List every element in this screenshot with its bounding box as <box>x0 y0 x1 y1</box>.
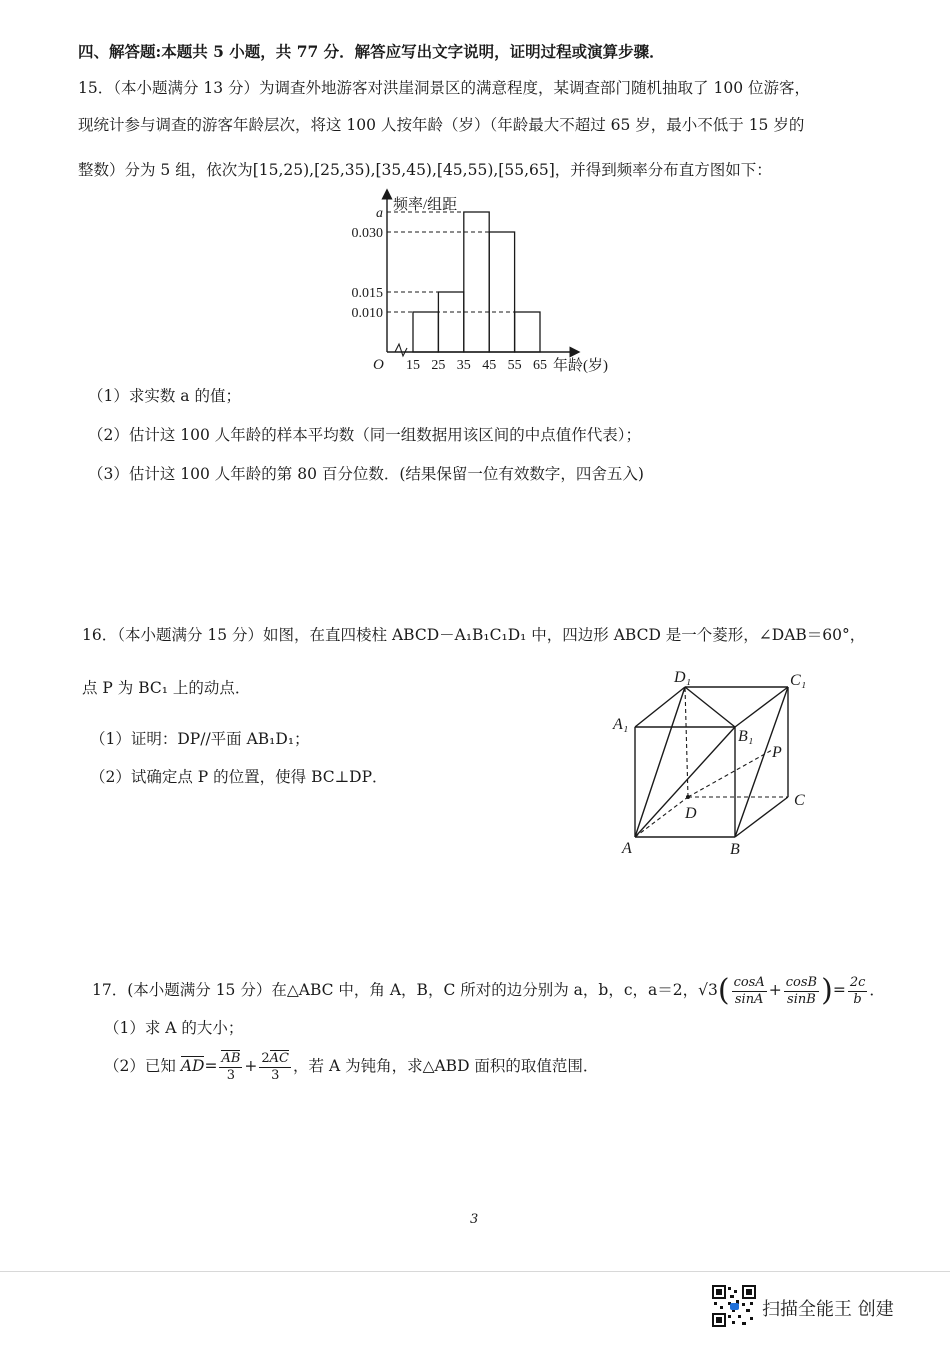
q15-line2: 现统计参与调查的游客年龄层次，将这 100 人按年龄（岁）（年龄最大不超过 65 岁，最小不低于 15 岁的 <box>78 116 805 134</box>
segment-B1D1 <box>685 687 735 727</box>
point-D-dot <box>686 795 690 799</box>
edge-A1D1 <box>635 687 685 727</box>
edge-BC <box>735 797 788 837</box>
paren-close: ) <box>821 973 833 1008</box>
x-tick-label-45: 45 <box>482 358 497 373</box>
label-C: C <box>794 792 805 809</box>
footer-divider <box>0 1271 950 1272</box>
q17-equals: = <box>832 981 846 999</box>
qr-code-icon <box>712 1285 756 1327</box>
q17-part2 <box>104 1046 598 1090</box>
prism-figure <box>610 665 820 860</box>
histogram-bar-2 <box>438 292 463 352</box>
q16-line1: 16．（本小题满分 15 分）如图，在直四棱柱 ABCD－A₁B₁C₁D₁ 中，四边形 ABCD 是一个菱形，∠DAB＝60°， <box>82 626 866 644</box>
y-axis-label: 频率/组距 <box>393 197 458 213</box>
section-heading: 四、解答题:本题共 5 小题，共 77 分．解答应写出文字说明，证明过程或演算步骤． <box>78 42 665 61</box>
q17-plus: + <box>768 981 782 999</box>
q15-part3: （3）估计这 100 人年龄的第 80 百分位数．(结果保留一位有效数字，四舍五入) <box>88 465 644 483</box>
label-B1: B₁ <box>738 728 754 745</box>
label-A: A <box>622 840 632 857</box>
q17-part2-eq: = <box>204 1057 218 1075</box>
edge-AD-hidden <box>635 797 688 837</box>
q17-prefix: 17．(本小题满分 15 分）在△ABC 中，角 A，B，C 所对的边分别为 a，b，c，a＝2， <box>92 981 699 999</box>
q17-sqrt3: √3 <box>698 981 718 999</box>
vector-AD: AD <box>180 1057 205 1075</box>
label-P: P <box>772 744 782 761</box>
label-A1: A₁ <box>613 716 629 733</box>
histogram-bar-1 <box>413 312 438 352</box>
q17-part1: （1）求 A 的大小； <box>104 1019 244 1037</box>
axis-break <box>395 344 407 356</box>
x-tick-label-55: 55 <box>507 358 522 373</box>
y-tick-label-2: 0.015 <box>351 286 383 301</box>
histogram-bar-3 <box>464 212 489 352</box>
histogram-bar-4 <box>489 232 514 352</box>
paren-open: ( <box>717 973 730 1008</box>
x-axis-label: 年龄(岁) <box>553 358 608 374</box>
page-number: 3 <box>470 1212 479 1227</box>
x-tick-label-35: 35 <box>456 358 471 373</box>
q17-part2-suffix: ，若 A 为钝角，求△ABD 面积的取值范围． <box>293 1057 599 1075</box>
q16-part2: （2）试确定点 P 的位置，使得 BC⊥DP． <box>90 768 388 786</box>
origin-label: O <box>373 357 384 373</box>
q17-frac-2c-b: $\frac{2c}{b}$ <box>849 974 866 1007</box>
segment-DP-hidden <box>688 750 772 797</box>
q15-line3: 整数）分为 5 组，依次为[15,25),[25,35),[35,45),[45,55),[55,65]，并得到频率分布直方图如下： <box>78 161 772 179</box>
frequency-histogram <box>335 188 625 383</box>
segment-BC1 <box>735 687 788 837</box>
q17-part2-plus: + <box>244 1057 258 1075</box>
y-tick-label-3: 0.030 <box>351 226 383 241</box>
x-tick-label-25: 25 <box>431 358 446 373</box>
q15-line1: 15．（本小题满分 13 分）为调查外地游客对洪崖洞景区的满意程度，某调查部门随机抽取了 100 位游客， <box>78 79 810 97</box>
segment-AD1 <box>635 687 685 837</box>
scanner-brand: 扫描全能王 创建 <box>762 1299 894 1320</box>
y-tick-label-1: 0.010 <box>351 306 383 321</box>
q15-part2: （2）估计这 100 人年龄的样本平均数（同一组数据用该区间的中点值作代表）； <box>88 426 642 444</box>
q15-part1: （1）求实数 a 的值； <box>88 387 241 405</box>
y-tick-label-4: a <box>376 206 383 221</box>
label-D: D <box>685 805 697 822</box>
x-tick-label-65: 65 <box>533 358 547 373</box>
q17-part2-prefix: （2）已知 <box>104 1057 176 1075</box>
q17-frac-cosA: $\frac{\cos A}{\sin A}$ <box>733 974 765 1007</box>
q17-frac-2AC-3: $\frac{2AC}{3}$ <box>261 1050 290 1083</box>
q16-part1: （1）证明：DP//平面 AB₁D₁； <box>90 730 310 748</box>
label-B: B <box>730 841 740 858</box>
label-C1: C₁ <box>790 672 807 689</box>
x-tick-label-15: 15 <box>406 358 420 373</box>
label-D1: D₁ <box>674 669 692 686</box>
histogram-bar-5 <box>515 312 540 352</box>
edge-B1C1 <box>735 687 788 727</box>
q17-end: ． <box>869 981 885 999</box>
q17-line1 <box>92 970 885 1014</box>
q17-frac-cosB: $\frac{\cos B}{\sin B}$ <box>785 974 818 1007</box>
q17-frac-AB-3: $\frac{AB}{3}$ <box>221 1050 241 1083</box>
q16-line2: 点 P 为 BC₁ 上的动点． <box>82 679 251 697</box>
